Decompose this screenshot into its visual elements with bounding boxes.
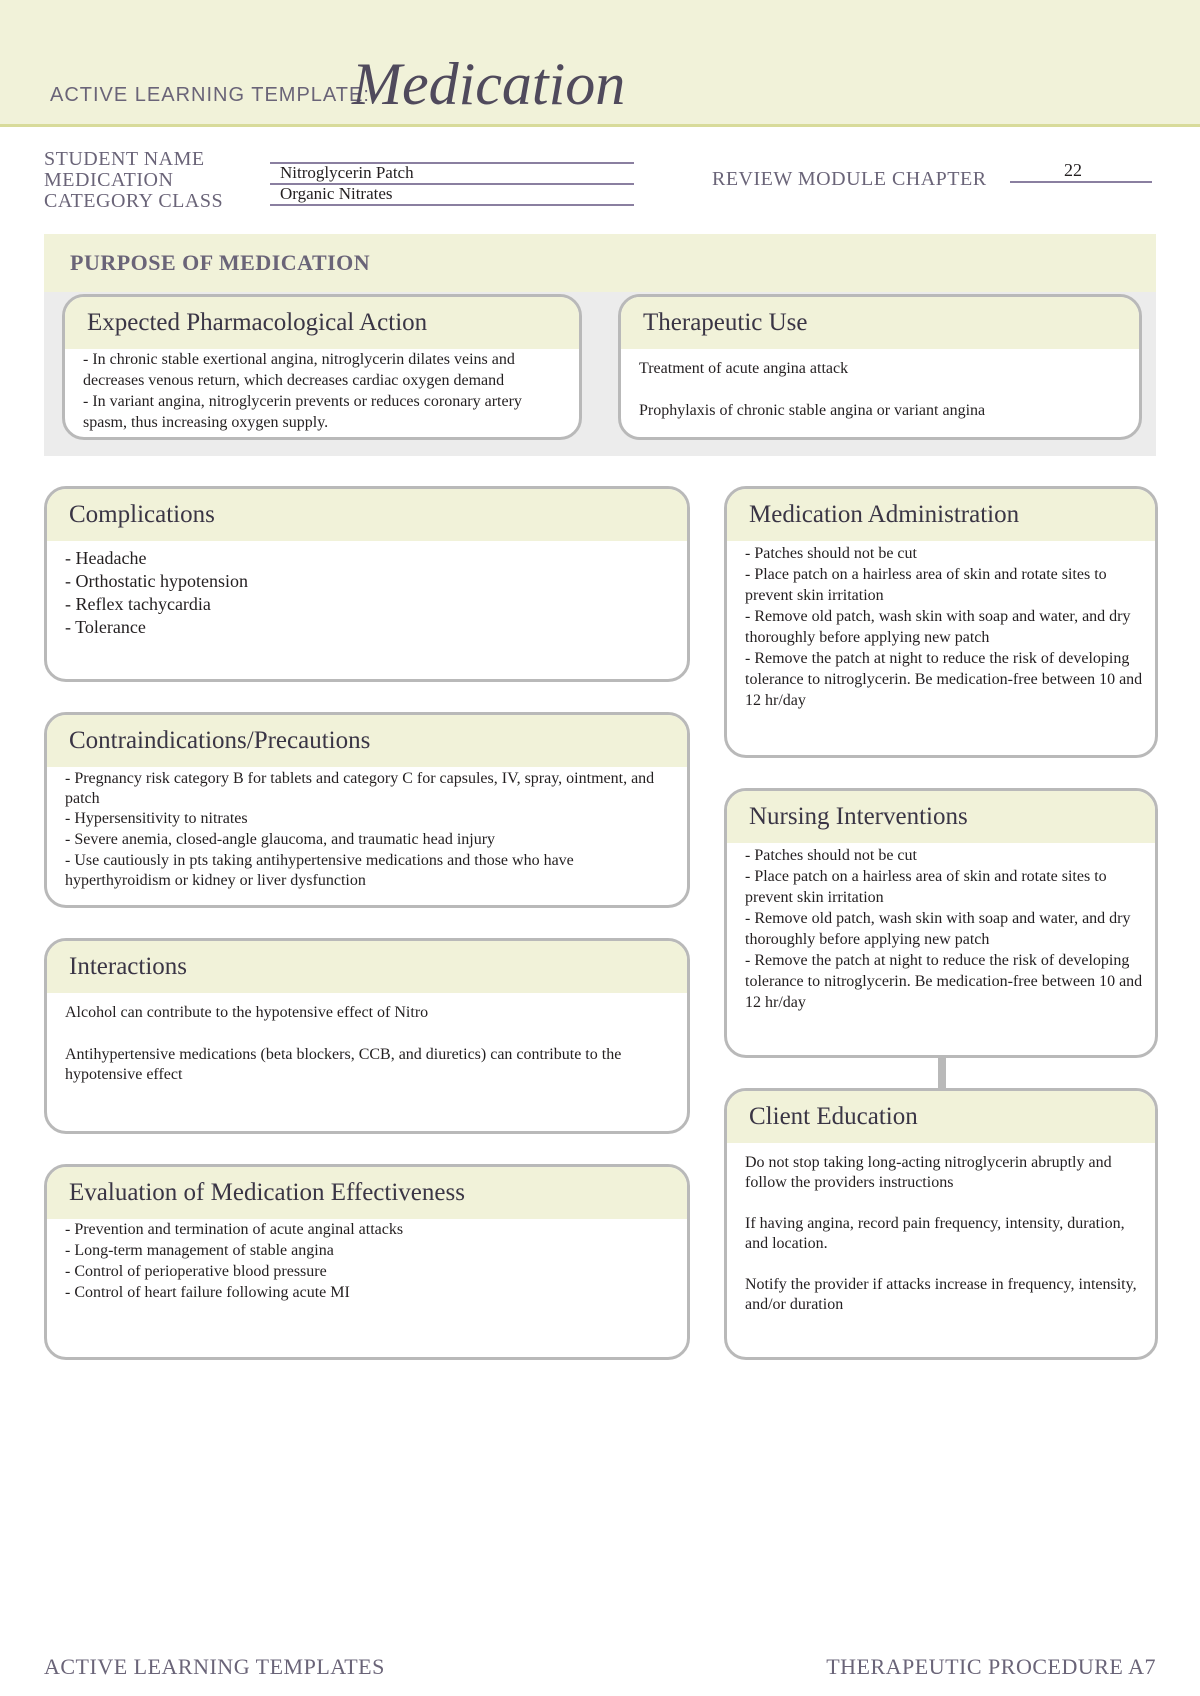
list-item: - Remove the patch at night to reduce the risk of developing tolerance to nitroglycerin. Be medication-free between 10 and 12 hr/day (745, 952, 1143, 1011)
education-header (727, 1091, 1155, 1143)
administration-header (727, 489, 1155, 541)
text-line (639, 380, 1121, 401)
list-item: - Headache (65, 548, 147, 568)
list-item: - Orthostatic hypotension (65, 571, 248, 591)
contraindications-header (47, 715, 687, 767)
footer-left: ACTIVE LEARNING TEMPLATES (44, 1654, 385, 1679)
text-line: Treatment of acute angina attack (639, 360, 849, 377)
list-item: - Control of heart failure following acute MI (65, 1284, 350, 1301)
text-line: Do not stop taking long-acting nitroglycerin abruptly and follow the providers instructions (745, 1154, 1112, 1191)
text-line: If having angina, record pain frequency, intensity, duration, and location. (745, 1215, 1125, 1252)
contraindications-text[interactable] (47, 767, 687, 891)
list-item: - Remove old patch, wash skin with soap and water, and dry thoroughly before applying new patch (745, 608, 1131, 646)
review-module-line (1010, 181, 1152, 183)
list-item: - Tolerance (65, 617, 146, 637)
evaluation-text[interactable] (47, 1219, 687, 1303)
list-item: - Hypersensitivity to nitrates (65, 810, 248, 827)
category-class-line (270, 204, 634, 206)
interactions-text[interactable] (47, 993, 687, 1085)
administration-title: Medication Administration (749, 501, 1020, 528)
therapeutic-use-title: Therapeutic Use (643, 309, 808, 336)
expected-action-box (62, 294, 582, 440)
list-item: - Reflex tachycardia (65, 594, 211, 614)
interactions-box (44, 938, 690, 1134)
evaluation-header (47, 1167, 687, 1219)
list-item: - Patches should not be cut (745, 545, 917, 562)
purpose-title: PURPOSE OF MEDICATION (70, 250, 371, 275)
review-module-label: REVIEW MODULE CHAPTER (712, 168, 987, 190)
nursing-text[interactable] (727, 843, 1155, 1013)
category-class-value[interactable]: Organic Nitrates (280, 184, 393, 203)
connector-line (938, 1056, 946, 1090)
therapeutic-use-header (621, 297, 1139, 349)
footer-right: THERAPEUTIC PROCEDURE A7 (826, 1654, 1156, 1679)
nursing-title: Nursing Interventions (749, 803, 968, 830)
text-line: - In variant angina, nitroglycerin prevents or reduces coronary artery spasm, thus increasing oxygen supply. (83, 393, 522, 431)
administration-text[interactable] (727, 541, 1155, 711)
text-line: Alcohol can contribute to the hypotensive effect of Nitro (65, 1004, 429, 1021)
template-label: ACTIVE LEARNING TEMPLATE: (50, 84, 370, 106)
education-text[interactable] (727, 1143, 1155, 1315)
education-title: Client Education (749, 1103, 918, 1130)
text-line (745, 1254, 1143, 1275)
list-item: - Pregnancy risk category B for tablets and category C for capsules, IV, spray, ointment, and patch (65, 770, 655, 807)
medication-value[interactable]: Nitroglycerin Patch (280, 163, 414, 182)
interactions-title: Interactions (69, 953, 188, 980)
evaluation-title: Evaluation of Medication Effectiveness (69, 1179, 465, 1206)
list-item: - Long-term management of stable angina (65, 1242, 334, 1259)
expected-action-header (65, 297, 579, 349)
list-item: - Remove old patch, wash skin with soap and water, and dry thoroughly before applying new patch (745, 910, 1131, 948)
list-item: - Severe anemia, closed-angle glaucoma, and traumatic head injury (65, 831, 496, 848)
purpose-header (44, 234, 1156, 292)
complications-text[interactable] (47, 541, 687, 639)
evaluation-box (44, 1164, 690, 1360)
list-item: - Remove the patch at night to reduce the risk of developing tolerance to nitroglycerin. Be medication-free between 10 and 12 hr/day (745, 650, 1143, 709)
review-module-value[interactable]: 22 (1064, 160, 1082, 180)
template-title: Medication (352, 51, 626, 117)
therapeutic-use-text[interactable] (621, 349, 1139, 422)
contraindications-box (44, 712, 690, 908)
list-item: - Place patch on a hairless area of skin and rotate sites to prevent skin irritation (745, 868, 1107, 906)
text-line (65, 1024, 669, 1045)
therapeutic-use-box (618, 294, 1142, 440)
administration-box (724, 486, 1158, 758)
list-item: - Use cautiously in pts taking antihypertensive medications and those who have hyperthyroidism or kidney or liver dysfunction (65, 852, 574, 889)
text-line: Prophylaxis of chronic stable angina or variant angina (639, 402, 986, 419)
text-line: Antihypertensive medications (beta blockers, CCB, and diuretics) can contribute to the hypotensive effect (65, 1046, 622, 1083)
purpose-section (44, 234, 1156, 456)
nursing-header (727, 791, 1155, 843)
text-line: Notify the provider if attacks increase in frequency, intensity, and/or duration (745, 1276, 1137, 1313)
header-divider (0, 124, 1200, 127)
list-item: - Prevention and termination of acute anginal attacks (65, 1221, 404, 1238)
medication-label: MEDICATION (44, 169, 174, 191)
complications-title: Complications (69, 501, 215, 528)
list-item: - Control of perioperative blood pressure (65, 1263, 327, 1280)
complications-box (44, 486, 690, 682)
interactions-header (47, 941, 687, 993)
complications-header (47, 489, 687, 541)
student-name-label: STUDENT NAME (44, 148, 205, 170)
list-item: - Patches should not be cut (745, 847, 917, 864)
text-line: - In chronic stable exertional angina, nitroglycerin dilates veins and decreases venous return, which decreases cardiac oxygen demand (83, 351, 515, 389)
contraindications-title: Contraindications/Precautions (69, 727, 371, 754)
category-class-label: CATEGORY CLASS (44, 190, 224, 212)
education-box (724, 1088, 1158, 1360)
expected-action-text[interactable] (65, 349, 579, 433)
nursing-box (724, 788, 1158, 1058)
expected-action-title: Expected Pharmacological Action (87, 309, 428, 336)
list-item: - Place patch on a hairless area of skin and rotate sites to prevent skin irritation (745, 566, 1107, 604)
text-line (745, 1193, 1143, 1214)
